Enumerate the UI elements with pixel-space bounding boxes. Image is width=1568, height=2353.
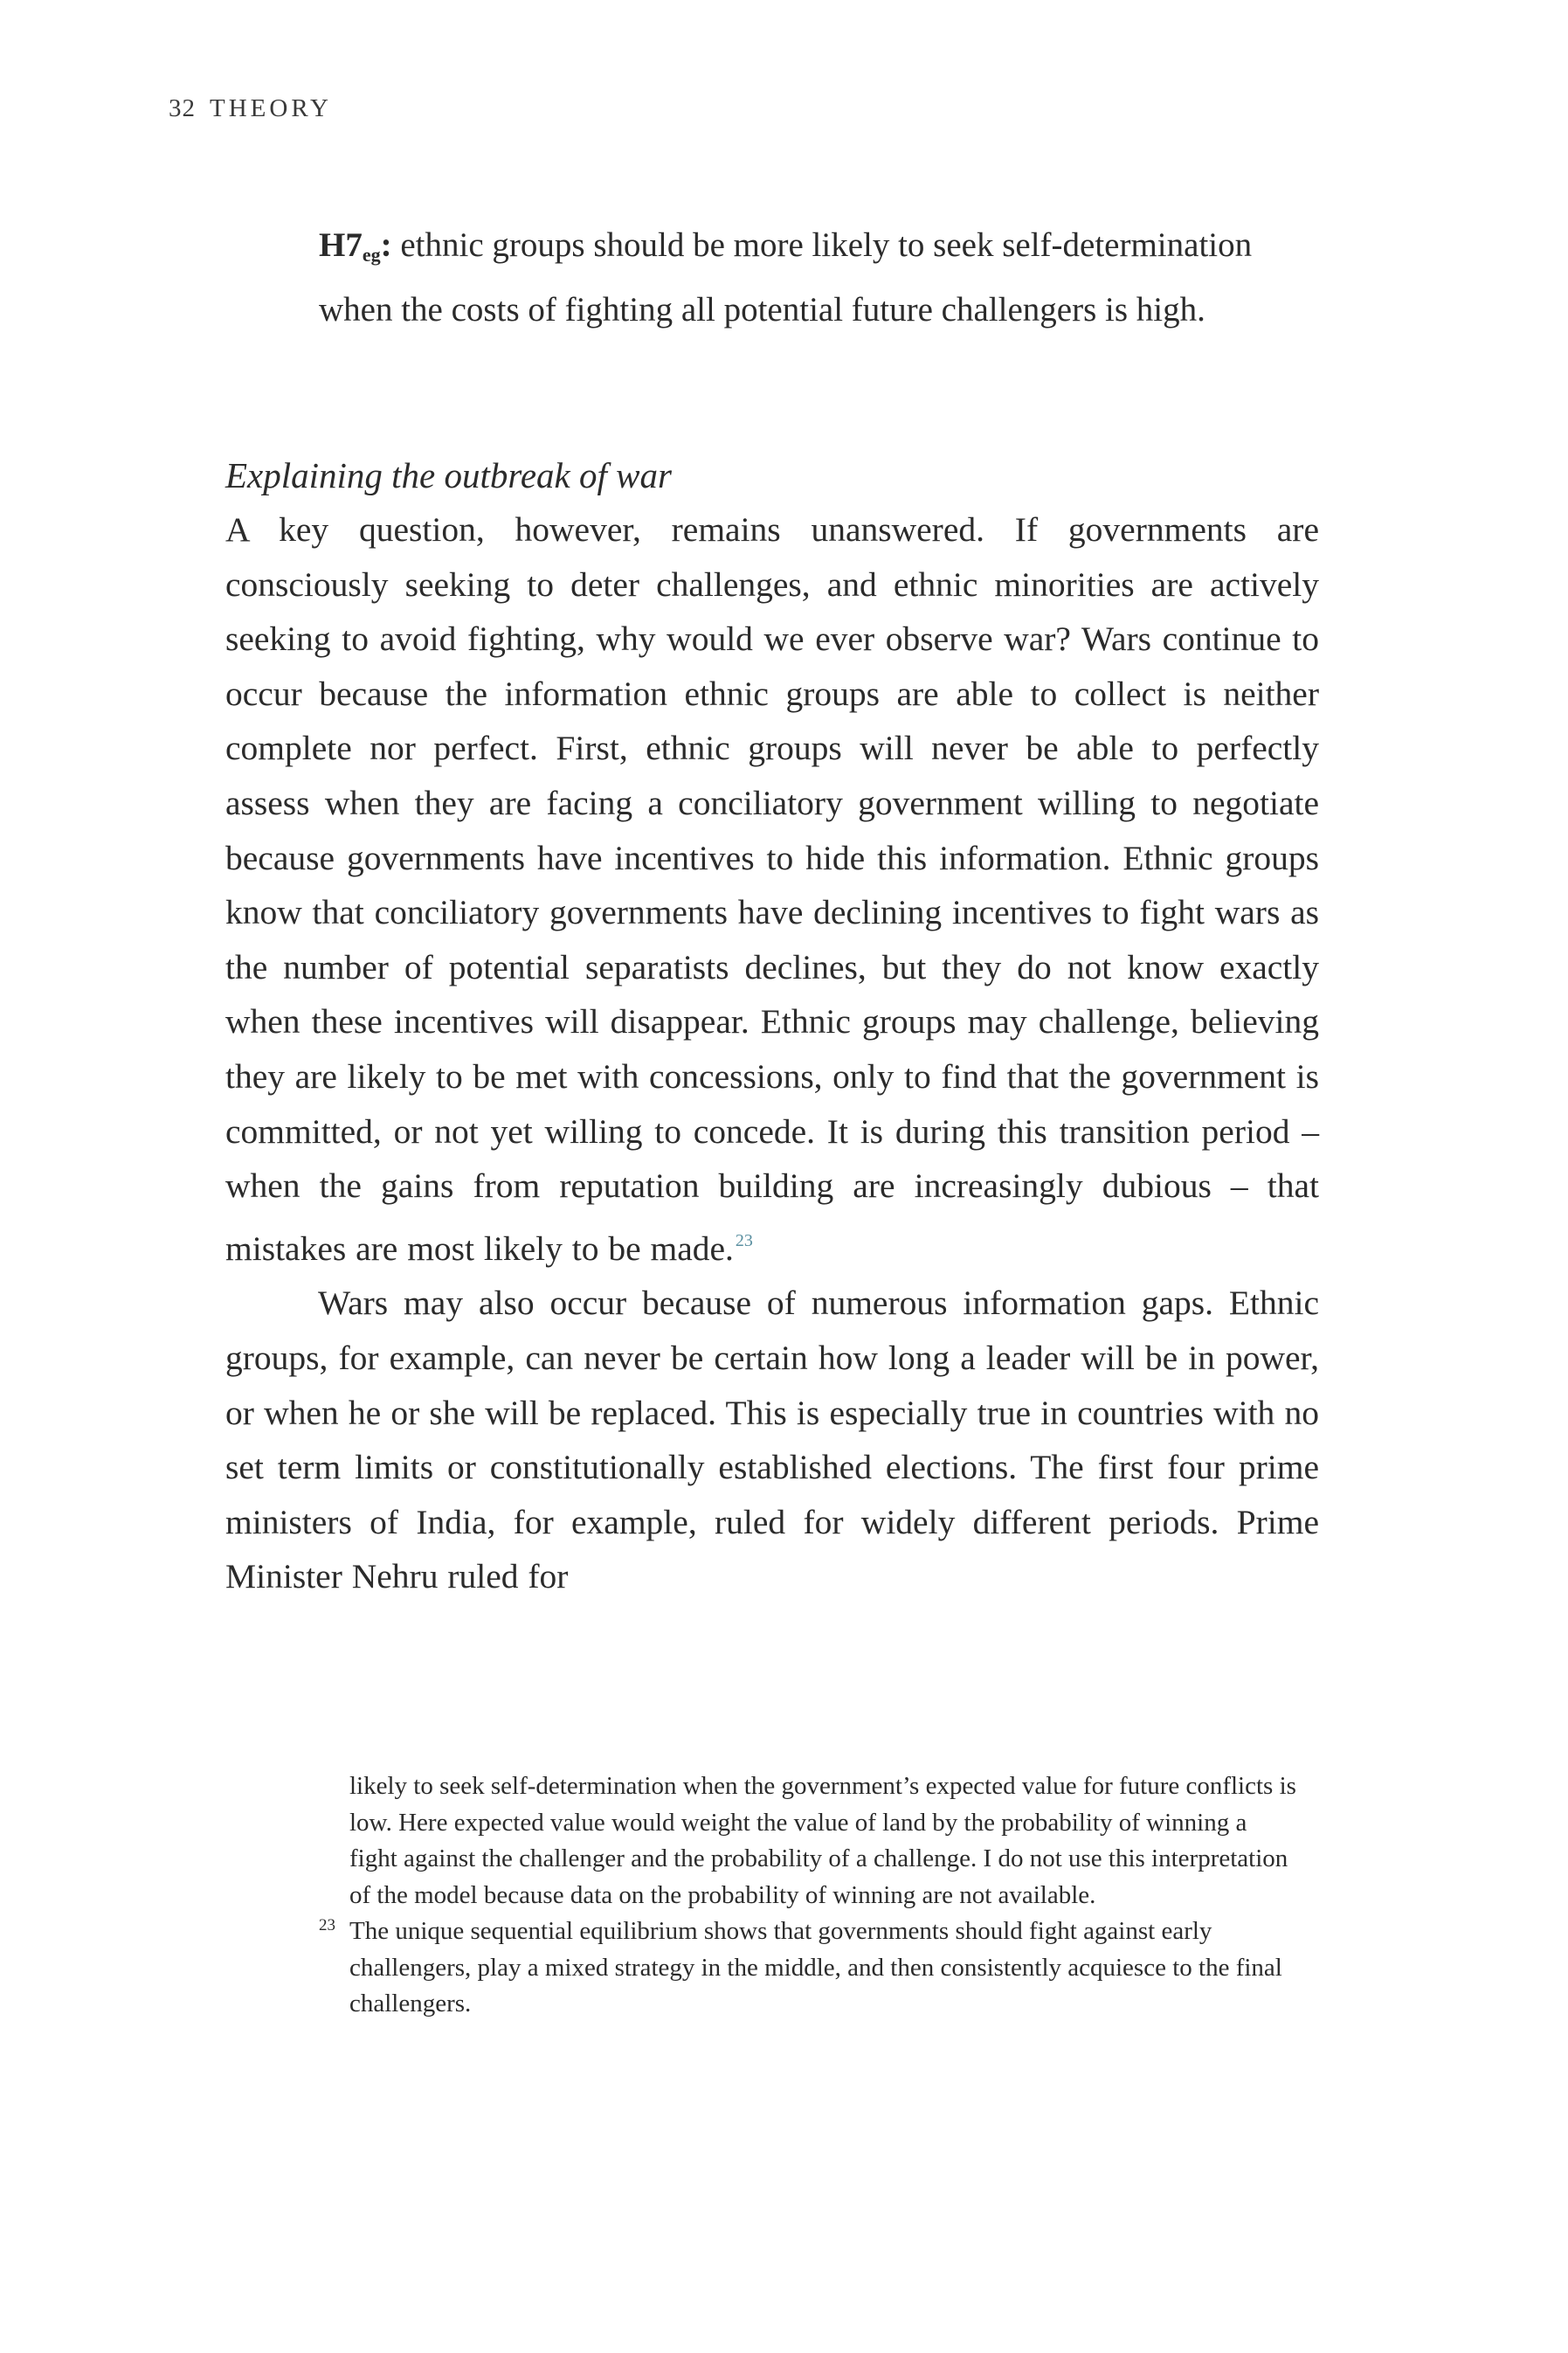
- body-text: [225, 502, 1319, 1604]
- footnotes: [319, 1768, 1297, 2023]
- footnote-text: likely to seek self-determination when the government’s expected value for future conflicts is low. Here expected value would weight the value of land by the probability of winning a fight against the challenger and the probability of a challenge. I do not use this interpretation of the model because data on the probability of winning are not available.: [349, 1772, 1296, 1909]
- paragraph-text: Wars may also occur because of numerous information gaps. Ethnic groups, for example, can never be certain how long a leader will be in power, or when he or she will be replaced. This is especially true in countries with no set term limits or constitutionally established elections. The first four prime ministers of India, for example, ruled for widely different periods. Prime Minister Nehru ruled for: [225, 1284, 1319, 1596]
- running-head-section: THEORY: [210, 94, 332, 122]
- hypothesis-h7: [319, 218, 1332, 337]
- hypothesis-label: H7: [319, 226, 363, 264]
- footnote-reference[interactable]: 23: [735, 1230, 753, 1250]
- hypothesis-colon: :: [380, 226, 392, 264]
- running-head: [169, 94, 332, 123]
- footnote-number: 23: [319, 1916, 335, 1934]
- hypothesis-subscript: eg: [362, 244, 381, 266]
- paragraph: [225, 502, 1319, 1276]
- footnote-continuation: [349, 1768, 1297, 1914]
- paragraph: [225, 1276, 1319, 1604]
- hypothesis-text: ethnic groups should be more likely to seek self-determination when the costs of fighting all potential future challengers is high.: [319, 226, 1253, 329]
- page-number: 32: [169, 94, 196, 122]
- footnote: [319, 1914, 1297, 2023]
- section-heading: Explaining the outbreak of war: [225, 455, 672, 495]
- footnote-text: The unique sequential equilibrium shows that governments should fight against early challengers, play a mixed strategy in the middle, and then consistently acquiesce to the final challengers.: [349, 1917, 1282, 2017]
- paragraph-text: A key question, however, remains unanswered. If governments are consciously seeking to deter challenges, and ethnic minorities are actively seeking to avoid fighting, why would we ever observe war? Wars continue to occur because the information ethnic groups are able to collect is neither complete nor perfect. First, ethnic groups will never be able to perfectly assess when they are facing a conciliatory government willing to negotiate because governments have incentives to hide this information. Ethnic groups know that conciliatory governments have declining incentives to fight wars as the number of potential separatists declines, but they do not know exactly when these incentives will disappear. Ethnic groups may challenge, believing they are likely to be met with concessions, only to find that the government is committed, or not yet willing to concede. It is during this transition period – when the gains from reputation building are increasingly dubious – that mistakes are most likely to be made.: [225, 510, 1319, 1268]
